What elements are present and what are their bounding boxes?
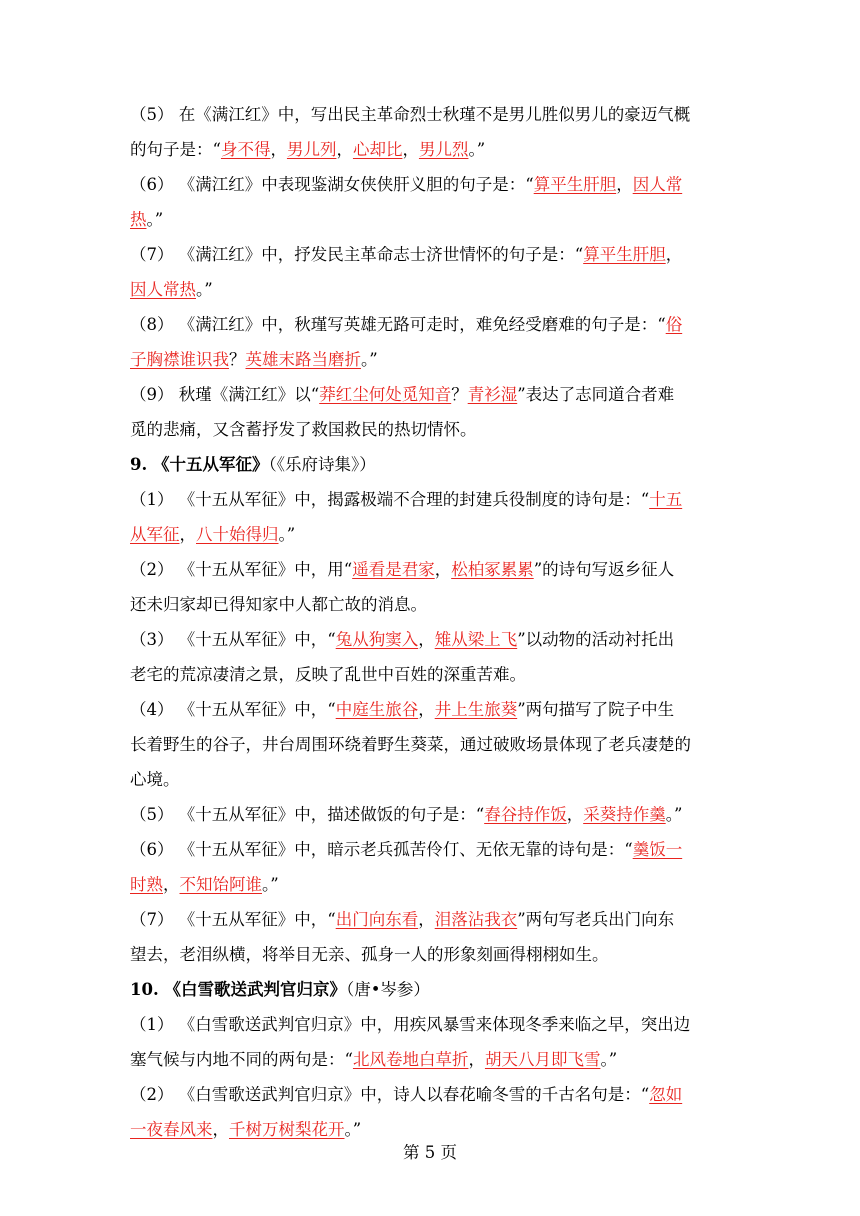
body-text: （5） 在《满江红》中，写出民主革命烈士秋瑾不是男儿胜似男儿的豪迈气概 xyxy=(130,105,691,124)
answer-text: 松柏冢累累 xyxy=(451,560,534,579)
body-text: 。” xyxy=(146,210,164,229)
answer-text: 中庭生旅谷 xyxy=(335,700,419,719)
text-line xyxy=(130,1084,730,1106)
answer-text: 采葵持作羹 xyxy=(583,805,666,824)
body-text: ”两句描写了院子中生 xyxy=(517,700,675,719)
body-text: ？ xyxy=(451,385,468,404)
text-line xyxy=(130,699,730,721)
answer-text: 英雄末路当磨折 xyxy=(245,350,361,369)
body-text: （3） 《十五从军征》中，“ xyxy=(130,630,336,649)
text-line xyxy=(130,559,730,581)
answer-text: 一夜春风来 xyxy=(130,1120,213,1139)
answer-text: 时熟 xyxy=(130,875,163,894)
body-text: 还未归家却已得知家中人都亡故的消息。 xyxy=(130,595,427,614)
heading-title: 9. 《十五从军征》 xyxy=(130,455,269,474)
body-text: 。” xyxy=(600,1050,618,1069)
body-text: 觅的悲痛，又含蓄抒发了救国救民的热切情怀。 xyxy=(130,420,477,439)
text-line xyxy=(130,174,730,196)
text-line xyxy=(130,384,730,406)
body-text: 。” xyxy=(468,140,486,159)
text-line xyxy=(130,629,730,651)
body-text: （1） 《白雪歌送武判官归京》中，用疾风暴雪来体现冬季来临之早，突出边 xyxy=(130,1015,691,1034)
heading-source: （唐•岑参） xyxy=(345,980,430,999)
answer-text: 因人常 xyxy=(632,175,683,194)
body-text: （4） 《十五从军征》中，“ xyxy=(130,700,336,719)
body-text: ”以动物的活动衬托出 xyxy=(517,630,675,649)
answer-text: 千树万树梨花开 xyxy=(229,1120,345,1139)
answer-text: 井上生旅葵 xyxy=(434,700,518,719)
heading-title: 10. 《白雪歌送武判官归京》 xyxy=(130,980,346,999)
body-text: （1） 《十五从军征》中，揭露极端不合理的封建兵役制度的诗句是：“ xyxy=(130,490,650,509)
text-line xyxy=(130,594,730,616)
text-line xyxy=(130,419,730,441)
answer-text: 泪落沾我衣 xyxy=(434,910,518,929)
text-line xyxy=(130,209,730,231)
body-text: 老宅的荒凉凄清之景，反映了乱世中百姓的深重苦难。 xyxy=(130,665,526,684)
body-text: 。” xyxy=(196,280,213,299)
body-text: （2） 《十五从军征》中，用“ xyxy=(130,560,353,579)
body-text: ， xyxy=(418,700,435,719)
text-line xyxy=(130,664,730,686)
text-line xyxy=(130,314,730,336)
body-text: 长着野生的谷子，井台周围环绕着野生葵菜，通过破败场景体现了老兵凄楚的 xyxy=(130,735,691,754)
page-footer: 第 5 页 xyxy=(403,1143,457,1162)
body-text: ”的诗句写返乡征人 xyxy=(533,560,675,579)
body-text: ， xyxy=(566,805,584,824)
body-text: （7） 《满江红》中，抒发民主革命志士济世情怀的句子是：“ xyxy=(130,245,584,264)
body-text: ”两句写老兵出门向东 xyxy=(517,910,675,929)
body-text: （5） 《十五从军征》中，描述做饭的句子是：“ xyxy=(130,805,485,824)
text-line xyxy=(130,104,730,126)
body-text: ”表达了志同道合者难 xyxy=(517,385,675,404)
body-text: （6） 《满江红》中表现鉴湖女侠侠肝义胆的句子是：“ xyxy=(130,175,534,194)
body-text: ， xyxy=(434,560,452,579)
answer-text: 心却比 xyxy=(352,140,403,159)
body-text: （9） 秋瑾《满江红》以“ xyxy=(130,385,320,404)
answer-text: 子胸襟谁识我 xyxy=(130,350,229,369)
body-text: ？ xyxy=(229,350,246,369)
body-text: 望去，老泪纵横，将举目无亲、孤身一人的形象刻画得栩栩如生。 xyxy=(130,945,609,964)
text-line xyxy=(130,244,730,266)
answer-text: 不知饴阿谁 xyxy=(179,875,262,894)
text-line xyxy=(130,804,730,826)
body-text: ， xyxy=(336,140,353,159)
body-text: 心境。 xyxy=(130,770,180,789)
answer-text: 热 xyxy=(130,210,147,229)
text-line xyxy=(130,769,730,791)
body-text: （6） 《十五从军征》中，暗示老兵孤苦伶仃、无依无靠的诗句是：“ xyxy=(130,840,633,859)
body-text: ， xyxy=(179,525,196,544)
body-text: 。” xyxy=(278,525,296,544)
text-line xyxy=(130,279,730,301)
heading-source: （《乐府诗集》） xyxy=(268,455,376,474)
text-line xyxy=(130,1049,730,1071)
answer-text: 从军征 xyxy=(130,525,180,544)
answer-text: 身不得 xyxy=(220,140,271,159)
text-line xyxy=(130,909,730,931)
text-line xyxy=(130,349,730,371)
text-line xyxy=(130,839,730,861)
answer-text: 羹饭一 xyxy=(632,840,683,859)
text-line xyxy=(130,524,730,546)
text-line xyxy=(130,944,730,966)
answer-text: 北风卷地白草折 xyxy=(352,1050,469,1069)
text-line xyxy=(130,734,730,756)
body-text: （2） 《白雪歌送武判官归京》中，诗人以春花喻冬雪的千古名句是：“ xyxy=(130,1085,650,1104)
body-text: （7） 《十五从军征》中，“ xyxy=(130,910,336,929)
answer-text: 莽红尘何处觅知音 xyxy=(319,385,452,404)
answer-text: 算平生肝胆 xyxy=(583,245,666,264)
body-text: ， xyxy=(665,245,683,264)
answer-text: 十五 xyxy=(649,490,683,509)
answer-text: 出门向东看 xyxy=(335,910,419,929)
text-line xyxy=(130,139,730,161)
answer-text: 遥看是君家 xyxy=(352,560,435,579)
answer-text: 男儿烈 xyxy=(418,140,469,159)
section-heading xyxy=(130,979,730,1001)
body-text: ， xyxy=(616,175,633,194)
text-line xyxy=(130,489,730,511)
body-text: 塞气候与内地不同的两句是：“ xyxy=(130,1050,353,1069)
body-text: 。” xyxy=(262,875,279,894)
text-line xyxy=(130,1014,730,1036)
answer-text: 算平生肝胆 xyxy=(533,175,617,194)
body-text: ， xyxy=(468,1050,485,1069)
body-text: ， xyxy=(418,910,435,929)
answer-text: 兔从狗窦入 xyxy=(335,630,419,649)
answer-text: 舂谷持作饭 xyxy=(484,805,567,824)
answer-text: 俗 xyxy=(665,315,683,334)
body-text: ， xyxy=(402,140,419,159)
body-text: 的句子是：“ xyxy=(130,140,221,159)
body-text: ， xyxy=(163,875,180,894)
answer-text: 青衫湿 xyxy=(467,385,518,404)
answer-text: 忽如 xyxy=(649,1085,683,1104)
answer-text: 男儿列 xyxy=(286,140,337,159)
answer-text: 八十始得归 xyxy=(196,525,279,544)
answer-text: 雉从梁上飞 xyxy=(434,630,518,649)
body-text: ， xyxy=(418,630,435,649)
body-text: 。” xyxy=(665,805,683,824)
text-line xyxy=(130,1119,730,1141)
body-text: 。” xyxy=(344,1120,362,1139)
body-text: ， xyxy=(212,1120,229,1139)
body-text: 。” xyxy=(361,350,378,369)
body-text: （8） 《满江红》中，秋瑾写英雄无路可走时，难免经受磨难的句子是：“ xyxy=(130,315,666,334)
answer-text: 因人常热 xyxy=(130,280,196,299)
body-text: ， xyxy=(270,140,287,159)
text-line xyxy=(130,874,730,896)
section-heading xyxy=(130,454,730,476)
answer-text: 胡天八月即飞雪 xyxy=(484,1050,601,1069)
